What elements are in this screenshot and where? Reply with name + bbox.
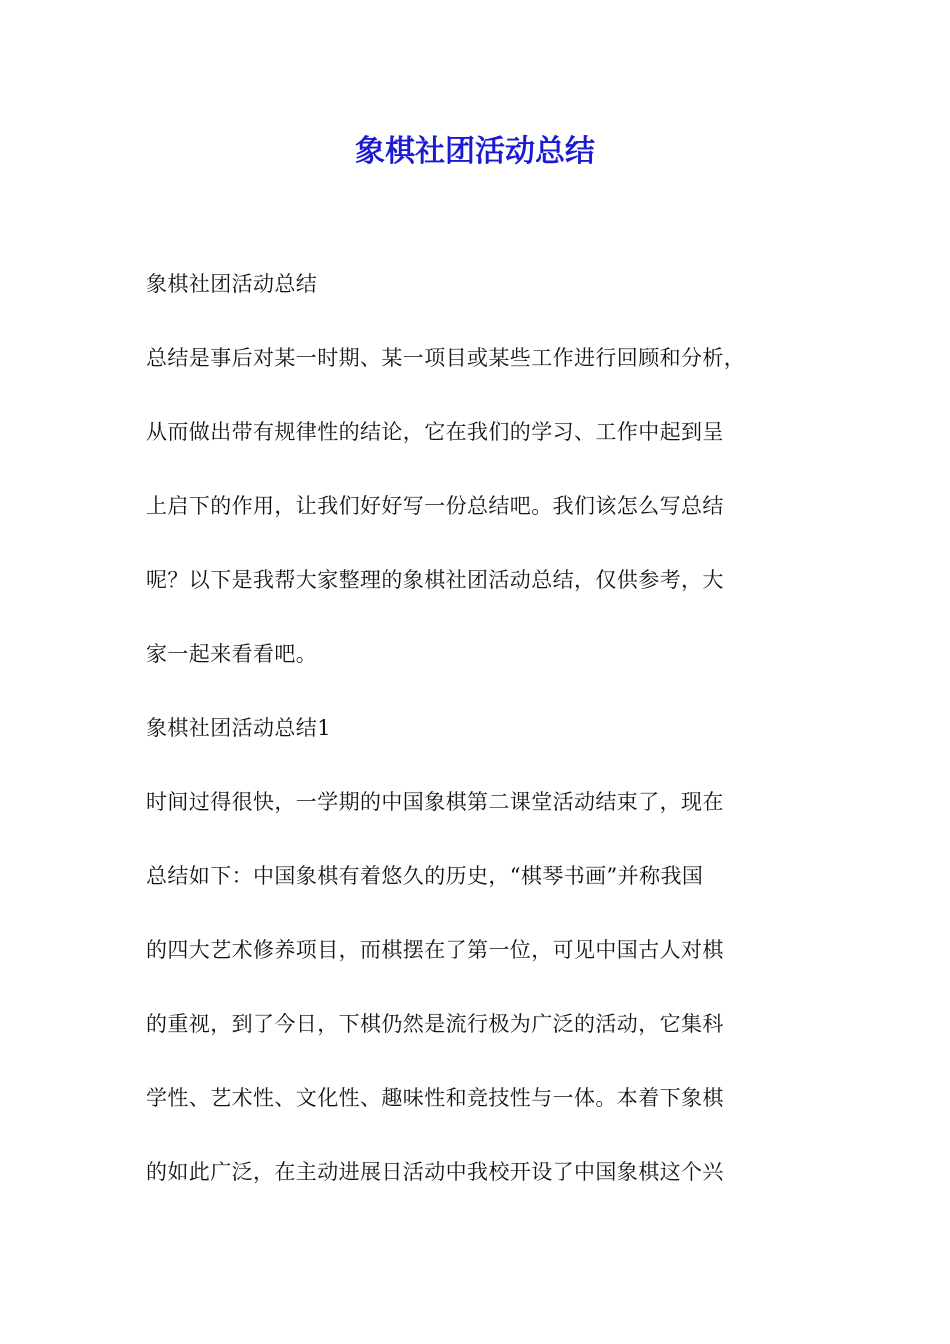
document-body	[146, 260, 806, 1222]
section-heading: 象棋社团活动总结	[146, 272, 318, 296]
paragraph-line: 的重视，到了今日，下棋仍然是流行极为广泛的活动，它集科	[146, 1012, 724, 1036]
paragraph-line: 总结是事后对某一时期、某一项目或某些工作进行回顾和分析，	[146, 346, 746, 370]
paragraph-line: 呢？以下是我帮大家整理的象棋社团活动总结，仅供参考，大	[146, 568, 724, 592]
paragraph-line: 的如此广泛，在主动进展日活动中我校开设了中国象棋这个兴	[146, 1160, 724, 1184]
section-heading: 象棋社团活动总结1	[146, 716, 331, 740]
paragraph-line: 学性、艺术性、文化性、趣味性和竞技性与一体。本着下象棋	[146, 1086, 724, 1110]
paragraph-line: 的四大艺术修养项目，而棋摆在了第一位，可见中国古人对棋	[146, 938, 724, 962]
paragraph-line: 上启下的作用，让我们好好写一份总结吧。我们该怎么写总结	[146, 494, 724, 518]
paragraph-line: 从而做出带有规律性的结论，它在我们的学习、工作中起到呈	[146, 420, 724, 444]
page-title: 象棋社团活动总结	[355, 134, 595, 169]
paragraph-line: 总结如下：中国象棋有着悠久的历史，“棋琴书画”并称我国	[146, 864, 704, 888]
paragraph-line: 时间过得很快，一学期的中国象棋第二课堂活动结束了，现在	[146, 790, 724, 814]
paragraph-line: 家一起来看看吧。	[146, 642, 318, 666]
